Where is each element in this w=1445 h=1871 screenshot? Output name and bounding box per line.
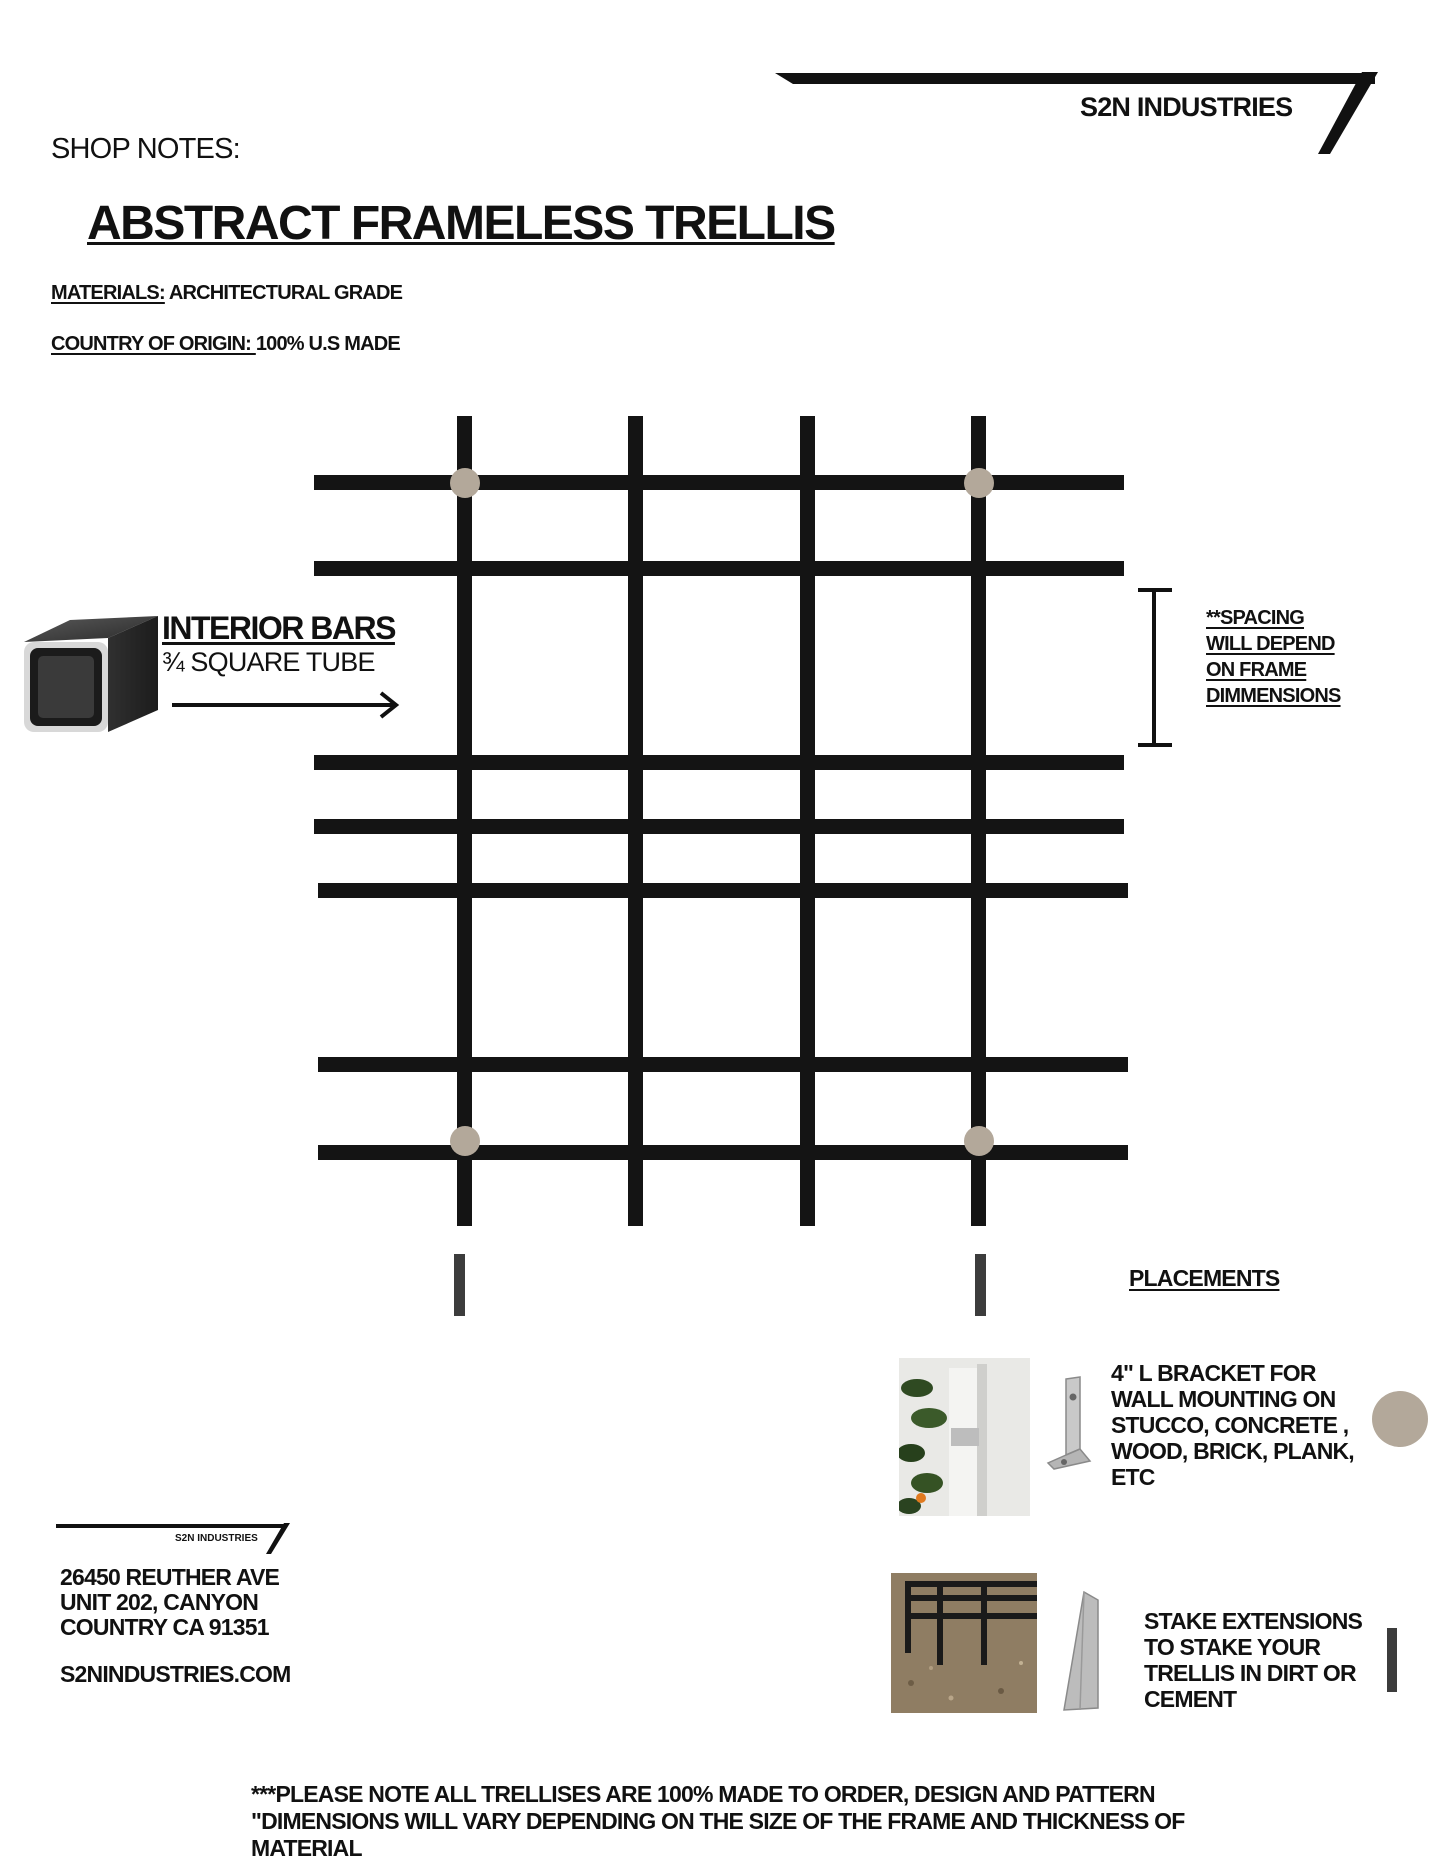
bracket-line: WOOD, BRICK, PLANK,: [1111, 1438, 1354, 1464]
stake-icon: [1058, 1590, 1102, 1714]
spacing-note-line: **SPACING: [1206, 607, 1305, 629]
spacing-note-line: WILL DEPEND: [1206, 633, 1335, 655]
bracket-dot: [450, 1126, 480, 1156]
horizontal-bar: [318, 1057, 1128, 1072]
vertical-bar: [457, 416, 472, 1226]
brand-name-small: S2N INDUSTRIES: [175, 1533, 258, 1544]
stake-line: CEMENT: [1144, 1686, 1237, 1712]
bracket-dot: [964, 1126, 994, 1156]
bracket-wall-photo: [899, 1358, 1030, 1516]
stake-marker: [454, 1254, 465, 1316]
stake-line: STAKE EXTENSIONS: [1144, 1608, 1363, 1634]
bracket-line: 4" L BRACKET FOR: [1111, 1360, 1316, 1386]
footer-line: MATERIAL: [251, 1835, 362, 1861]
origin-label: COUNTRY OF ORIGIN:: [51, 333, 256, 355]
page-title: ABSTRACT FRAMELESS TRELLIS: [87, 197, 835, 250]
horizontal-bar: [314, 561, 1124, 576]
spacing-note-line: DIMMENSIONS: [1206, 685, 1341, 707]
spacing-dimension-icon: [1138, 590, 1172, 745]
brand-name: S2N INDUSTRIES: [1080, 92, 1293, 122]
horizontal-bar: [314, 475, 1124, 490]
footer-note: [251, 1781, 1184, 1862]
vertical-bar: [971, 416, 986, 1226]
footer-line: ***PLEASE NOTE ALL TRELLISES ARE 100% MADE TO ORDER, DESIGN AND PATTERN: [251, 1781, 1155, 1807]
shop-notes-label: SHOP NOTES:: [51, 133, 240, 165]
footer-line: "DIMENSIONS WILL VARY DEPENDING ON THE SIZE OF THE FRAME AND THICKNESS OF: [251, 1808, 1185, 1834]
address-block: [60, 1565, 279, 1640]
arrow-right-icon: [172, 693, 396, 717]
bracket-description: [1111, 1360, 1354, 1490]
materials-label: MATERIALS:: [51, 282, 165, 304]
bracket-line: WALL MOUNTING ON: [1111, 1386, 1336, 1412]
interior-bars-sub: ¾ SQUARE TUBE: [162, 647, 375, 677]
stake-description: [1144, 1608, 1362, 1712]
stake-line: TO STAKE YOUR: [1144, 1634, 1321, 1660]
bracket-line: ETC: [1111, 1464, 1155, 1490]
website-link[interactable]: S2NINDUSTRIES.COM: [60, 1661, 291, 1687]
l-bracket-icon: [1044, 1375, 1094, 1473]
origin-value: 100% U.S MADE: [255, 333, 400, 355]
spacing-note-line: ON FRAME: [1206, 659, 1307, 681]
bracket-dot: [964, 468, 994, 498]
address-line: 26450 REUTHER AVE: [60, 1564, 280, 1590]
bracket-dot: [450, 468, 480, 498]
vertical-bar: [628, 416, 643, 1226]
vertical-bar: [800, 416, 815, 1226]
address-line: UNIT 202, CANYON: [60, 1589, 259, 1615]
horizontal-bar: [318, 883, 1128, 898]
brand-bar-small-icon: [56, 1524, 286, 1528]
horizontal-bar: [314, 819, 1124, 834]
materials-value: ARCHITECTURAL GRADE: [164, 282, 403, 304]
stake-legend-marker: [1387, 1628, 1397, 1692]
stake-dirt-photo: [891, 1573, 1037, 1713]
stake-marker: [975, 1254, 986, 1316]
address-line: COUNTRY CA 91351: [60, 1614, 269, 1640]
placements-heading: PLACEMENTS: [1129, 1265, 1280, 1291]
bracket-line: STUCCO, CONCRETE ,: [1111, 1412, 1349, 1438]
brand-slash-small-icon: [263, 1522, 291, 1556]
horizontal-bar: [318, 1145, 1128, 1160]
bracket-legend-dot: [1370, 1389, 1430, 1449]
horizontal-bar: [314, 755, 1124, 770]
stake-line: TRELLIS IN DIRT OR: [1144, 1660, 1356, 1686]
interior-bars-heading: INTERIOR BARS: [162, 610, 395, 646]
spacing-note: [1206, 605, 1341, 709]
square-tube-image: [18, 612, 163, 748]
